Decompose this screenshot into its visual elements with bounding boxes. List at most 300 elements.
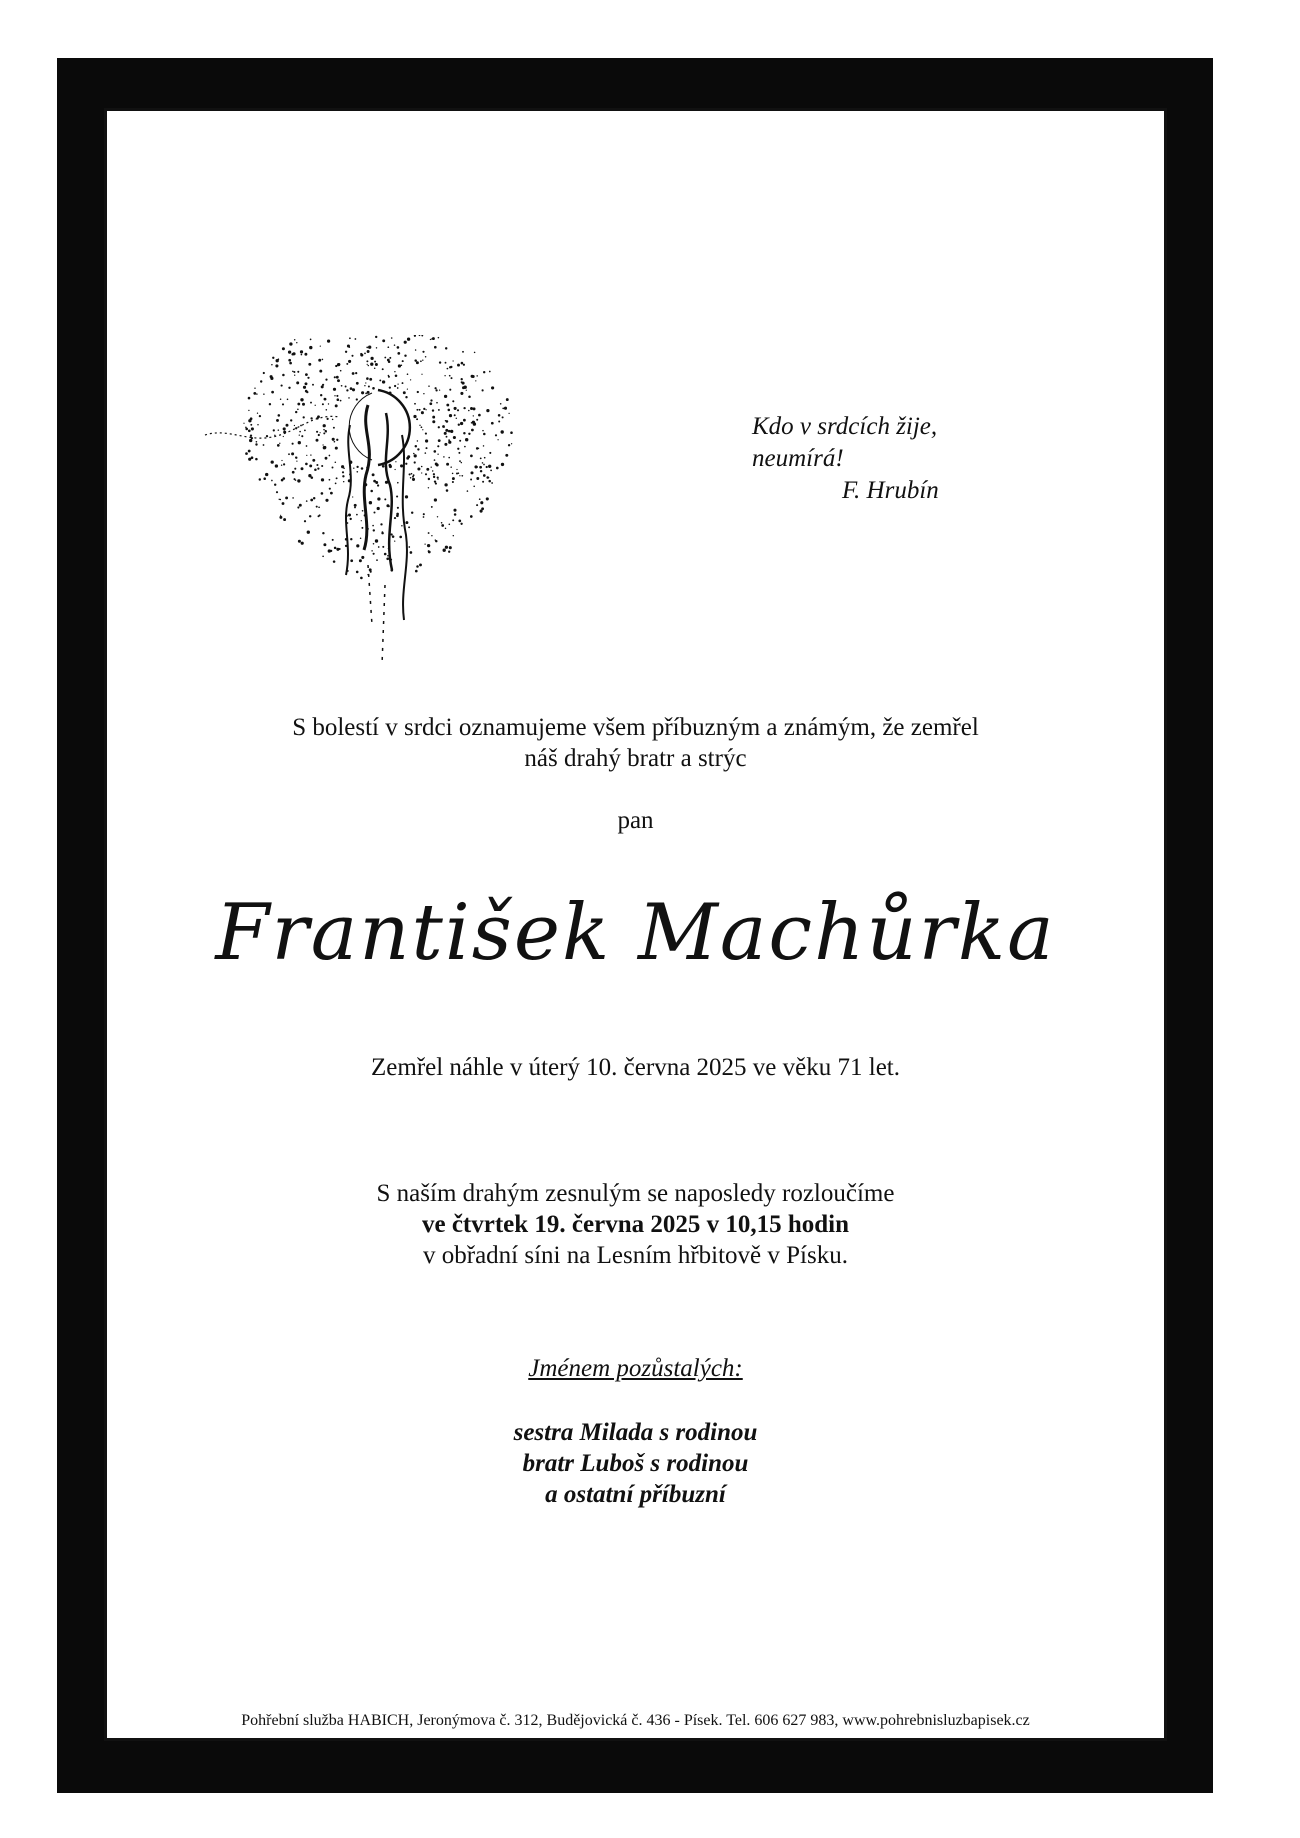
stipple-dot (366, 347, 368, 349)
stipple-dot (332, 467, 334, 469)
stipple-dot (294, 425, 295, 426)
stipple-dot (289, 342, 292, 345)
stipple-dot (430, 399, 432, 401)
stipple-dot (458, 520, 461, 523)
stipple-dot (502, 416, 504, 418)
stipple-dot (416, 565, 419, 568)
bereaved-name: bratr Luboš s rodinou (522, 1450, 749, 1477)
stipple-dot (480, 501, 483, 504)
stipple-dot (457, 409, 459, 411)
stipple-dot (369, 501, 372, 504)
stipple-dot (322, 444, 323, 445)
stipple-dot (335, 483, 337, 485)
stipple-dot (476, 466, 478, 468)
stipple-dot (453, 436, 456, 439)
stipple-dot (256, 441, 258, 443)
stipple-dot (287, 399, 289, 401)
stipple-dot (263, 372, 265, 374)
stipple-dot (288, 359, 291, 362)
stipple-dot (422, 351, 424, 353)
stipple-dot (280, 515, 281, 516)
stipple-dot (483, 445, 485, 447)
stipple-dot (452, 400, 454, 402)
stipple-dot (410, 379, 411, 380)
stipple-dot (483, 433, 486, 436)
stipple-dot (408, 546, 410, 548)
stipple-dot (304, 353, 307, 356)
stipple-dot (300, 398, 303, 401)
stipple-dot (501, 431, 503, 433)
stipple-dot (318, 506, 320, 508)
stipple-dot (361, 556, 364, 559)
stipple-dot (488, 477, 489, 478)
stipple-dot (316, 506, 318, 508)
stipple-dot (250, 435, 252, 437)
stipple-dot (479, 466, 482, 469)
stipple-dot (480, 470, 482, 472)
stipple-dot (428, 532, 430, 534)
stipple-dot (432, 470, 433, 471)
stipple-dot (458, 424, 460, 426)
intro-line: náš drahý bratr a strýc (524, 745, 747, 772)
stipple-dot (405, 463, 407, 465)
stipple-dot (417, 391, 419, 393)
stipple-dot (356, 471, 358, 473)
stipple-dot (370, 363, 373, 366)
stipple-dot (425, 447, 427, 449)
stipple-dot (297, 479, 300, 482)
stipple-dot (323, 424, 326, 427)
stipple-dot (250, 424, 252, 426)
stipple-dot (305, 383, 306, 384)
stipple-dot (378, 546, 380, 548)
stipple-dot (471, 429, 474, 432)
stipple-dot (275, 364, 278, 367)
stipple-dot (488, 465, 491, 468)
stipple-dot (359, 559, 362, 562)
stipple-dot (340, 400, 342, 402)
stipple-dot (483, 464, 485, 466)
announcement-intro (104, 712, 1167, 774)
stipple-dot (460, 392, 463, 395)
stipple-dot (348, 513, 351, 516)
stipple-dot (468, 410, 470, 412)
stipple-dot (271, 391, 274, 394)
farewell-details (104, 1178, 1167, 1271)
stipple-dot (384, 357, 386, 359)
intro-line: S bolestí v srdci oznamujeme všem příbuzným a známým, že zemřel (292, 714, 979, 741)
stipple-dot (468, 396, 471, 399)
stipple-dot (315, 405, 316, 406)
stipple-dot (280, 399, 281, 400)
stipple-dot (257, 424, 258, 425)
stipple-dot (343, 468, 345, 470)
stipple-dot (387, 555, 389, 557)
stipple-dot (470, 471, 473, 474)
stipple-dot (292, 443, 294, 445)
stipple-dot (312, 459, 315, 462)
stipple-dot (449, 414, 452, 417)
stipple-dot (368, 346, 371, 349)
death-notice: Zemřel náhle v úterý 10. června 2025 ve věku 71 let. (371, 1054, 900, 1081)
stipple-dot (279, 443, 280, 444)
stipple-dot (292, 352, 295, 355)
stipple-dot (306, 500, 308, 502)
stipple-dot (482, 430, 484, 432)
stipple-dot (387, 359, 390, 362)
stipple-dot (435, 539, 436, 540)
stipple-dot (277, 444, 280, 447)
stipple-dot (497, 439, 498, 440)
stipple-dot (309, 515, 311, 517)
stipple-dot (461, 362, 464, 365)
stipple-dot (307, 531, 310, 534)
stipple-dot (248, 419, 251, 422)
stipple-dot (255, 443, 257, 445)
stipple-dot (495, 434, 497, 436)
stipple-dot (288, 350, 291, 353)
stipple-dot (322, 359, 324, 361)
stipple-dot (376, 347, 377, 348)
stipple-dot (248, 397, 251, 400)
stipple-dot (335, 462, 337, 464)
stipple-dot (407, 455, 410, 458)
stipple-dot (407, 373, 409, 375)
stipple-dot (452, 481, 454, 483)
stipple-dot (253, 392, 256, 395)
honorific: pan (617, 807, 654, 834)
stipple-dot (320, 432, 321, 433)
stipple-dot (389, 465, 392, 468)
stipple-dot (342, 475, 344, 477)
stipple-dot (343, 481, 344, 482)
stipple-dot (283, 518, 286, 521)
stipple-dot (300, 425, 302, 427)
stipple-dot (444, 443, 447, 446)
stipple-dot (328, 403, 329, 404)
stipple-dot (394, 540, 395, 541)
stipple-dot (306, 391, 308, 393)
stipple-dot (394, 517, 396, 519)
stipple-dot (458, 452, 460, 454)
stipple-dot (456, 418, 457, 419)
stipple-dot (374, 368, 376, 370)
stipple-dot (449, 366, 451, 368)
stipple-dot (296, 342, 297, 343)
stipple-dot (398, 364, 401, 367)
stipple-dot (254, 387, 255, 388)
stipple-dot (321, 478, 324, 481)
stipple-dot (335, 404, 338, 407)
stipple-dot (291, 452, 294, 455)
stipple-dot (330, 492, 333, 495)
stipple-dot (373, 543, 375, 545)
stipple-dot (336, 439, 338, 441)
stipple-dot (505, 454, 508, 457)
stipple-dot (438, 409, 440, 411)
stipple-dot (386, 557, 389, 560)
stipple-dot (323, 432, 325, 434)
stipple-dot (361, 520, 362, 521)
stipple-dot (307, 377, 309, 379)
stipple-dot (281, 464, 282, 465)
stipple-dot (260, 380, 262, 382)
stipple-dot (435, 463, 438, 466)
stipple-dot (470, 515, 473, 518)
stipple-dot (389, 386, 391, 388)
stipple-dot (406, 396, 407, 397)
stipple-dot (282, 403, 284, 405)
stipple-dot (450, 430, 453, 433)
stipple-dot (478, 448, 479, 449)
stipple-dot (367, 350, 370, 353)
stipple-dot (354, 504, 357, 507)
stipple-dot (414, 335, 416, 337)
stipple-dot (369, 568, 372, 571)
stipple-dot (439, 389, 440, 390)
stipple-dot (263, 444, 265, 446)
stipple-dot (368, 365, 369, 366)
stipple-dot (329, 455, 331, 457)
stipple-dot (360, 538, 362, 540)
stipple-dot (414, 403, 416, 405)
farewell-datetime: ve čtvrtek 19. června 2025 v 10,15 hodin (421, 1211, 850, 1238)
stipple-dot (444, 395, 447, 398)
stipple-dot (286, 424, 289, 427)
stipple-dot (316, 464, 318, 466)
stipple-dot (372, 473, 375, 476)
stipple-dot (355, 338, 357, 340)
stipple-dot (457, 364, 460, 367)
stipple-dot (446, 404, 449, 407)
stipple-dot (405, 521, 408, 524)
stipple-dot (265, 473, 268, 476)
stipple-dot (434, 498, 437, 501)
stipple-dot (266, 435, 268, 437)
stipple-dot (348, 397, 350, 399)
stipple-dot (476, 375, 478, 377)
stipple-dot (360, 577, 363, 580)
stipple-dot (443, 427, 444, 428)
stipple-dot (452, 477, 455, 480)
stipple-dot (395, 375, 398, 378)
stipple-dot (410, 551, 413, 554)
stipple-dot (336, 477, 338, 479)
stipple-dot (476, 477, 479, 480)
stipple-dot (481, 507, 484, 510)
stipple-dot (299, 434, 300, 435)
stipple-dot (436, 402, 438, 404)
stipple-dot (248, 450, 251, 453)
stipple-dot (454, 407, 457, 410)
stipple-dot (318, 434, 320, 436)
stipple-dot (356, 571, 359, 574)
stipple-dot (452, 473, 454, 475)
stipple-dot (421, 426, 423, 428)
stipple-dot (474, 352, 476, 354)
stipple-dot (326, 418, 328, 420)
stipple-dot (443, 549, 446, 552)
stipple-dot (419, 425, 420, 426)
stipple-dot (400, 464, 403, 467)
stipple-dot (248, 429, 251, 432)
deceased-name: František Machůrka (215, 888, 1056, 978)
stipple-dot (438, 439, 441, 442)
stipple-dot (482, 389, 484, 391)
stipple-dot (295, 427, 297, 429)
stipple-dot (325, 499, 328, 502)
stipple-dot (388, 505, 390, 507)
stipple-dot (488, 480, 491, 483)
stipple-dot (356, 544, 359, 547)
stipple-dot (295, 479, 297, 481)
stipple-dot (333, 560, 336, 563)
stipple-dot (325, 379, 327, 381)
stipple-dot (297, 371, 299, 373)
stipple-dot (353, 468, 354, 469)
stipple-dot (407, 338, 410, 341)
stipple-dot (245, 452, 248, 455)
stipple-dot (433, 476, 435, 478)
stipple-dot (346, 389, 348, 391)
quote-author: F. Hrubín (842, 477, 939, 504)
stipple-dot (374, 361, 376, 363)
stipple-dot (320, 394, 322, 396)
stipple-dot (318, 515, 320, 517)
stipple-dot (295, 456, 297, 458)
stipple-dot (350, 538, 352, 540)
stipple-dot (461, 462, 462, 463)
stipple-dot (356, 382, 359, 385)
stipple-dot (428, 478, 430, 480)
stipple-dot (454, 513, 457, 516)
stipple-dot (441, 524, 444, 527)
stipple-dot (356, 466, 358, 468)
stipple-dot (459, 460, 461, 462)
stipple-dot (415, 445, 417, 447)
stipple-dot (424, 543, 425, 544)
stipple-dot (404, 341, 407, 344)
quote-line: neumírá! (752, 445, 844, 472)
stipple-dot (297, 506, 299, 508)
stipple-dot (278, 429, 280, 431)
stipple-dot (399, 536, 402, 539)
stipple-dot (413, 415, 416, 418)
stipple-dot (360, 353, 362, 355)
stipple-dot (460, 523, 462, 525)
stipple-dot (382, 368, 384, 370)
stipple-dot (329, 479, 331, 481)
stipple-dot (318, 359, 321, 362)
stipple-dot (416, 409, 418, 411)
stipple-dot (309, 346, 312, 349)
stipple-dot (384, 498, 386, 500)
stipple-dot (490, 470, 492, 472)
stipple-dot (448, 441, 451, 444)
stipple-dot (312, 384, 314, 386)
stipple-dot (454, 414, 456, 416)
stipple-dot (416, 361, 419, 364)
stipple-dot (419, 563, 422, 566)
stipple-dot (371, 550, 372, 551)
stipple-dot (447, 368, 449, 370)
stipple-dot (402, 382, 404, 384)
stipple-dot (322, 555, 324, 557)
stipple-dot (388, 375, 390, 377)
stipple-dot (282, 347, 285, 350)
stipple-dot (270, 375, 273, 378)
bereaved-list (104, 1417, 1167, 1510)
stipple-dot (478, 414, 481, 417)
stipple-dot (394, 371, 395, 372)
stipple-dot (408, 526, 410, 528)
stipple-dot (437, 516, 438, 517)
stipple-dot (462, 351, 464, 353)
stipple-dot (336, 395, 338, 397)
stipple-dot (347, 345, 350, 348)
stipple-dot (293, 371, 295, 373)
stipple-dot (449, 389, 451, 391)
stipple-dot (449, 546, 452, 549)
stipple-dot (435, 389, 437, 391)
stipple-dot (397, 352, 400, 355)
stipple-dot (423, 393, 424, 394)
stipple-dot (423, 516, 425, 518)
stipple-dot (472, 375, 475, 378)
stipple-dot (285, 496, 288, 499)
stipple-dot (334, 395, 335, 396)
farewell-location: v obřadní síni na Lesním hřbitově v Písku. (423, 1242, 848, 1269)
stipple-dot (352, 388, 355, 391)
stipple-dot (432, 337, 435, 340)
stipple-dot (332, 539, 334, 541)
stipple-dot (375, 539, 378, 542)
stipple-dot (410, 477, 412, 479)
stipple-dot (382, 339, 385, 342)
stipple-dot (452, 519, 454, 521)
stipple-dot (303, 386, 306, 389)
stipple-dot (373, 553, 375, 555)
stipple-dot (508, 413, 509, 414)
stipple-dot (334, 441, 336, 443)
stipple-dot (417, 448, 419, 450)
stipple-dot (377, 507, 380, 510)
stipple-dot (384, 553, 387, 556)
stipple-dot (316, 431, 318, 433)
stipple-dot (299, 431, 301, 433)
stipple-dot (325, 457, 328, 460)
stipple-dot (486, 466, 488, 468)
stipple-dot (397, 383, 398, 384)
stipple-dot (276, 359, 279, 362)
stipple-dot (445, 362, 447, 364)
stipple-dot (310, 499, 313, 502)
stipple-dot (338, 363, 340, 365)
stipple-dot (415, 349, 417, 351)
stipple-dot (350, 387, 353, 390)
stipple-dot (415, 570, 418, 573)
stipple-dot (380, 523, 382, 525)
stipple-dot (278, 414, 281, 417)
stipple-dot (288, 387, 290, 389)
stipple-dot (324, 398, 326, 400)
stipple-dot (472, 407, 475, 410)
stipple-dot (348, 360, 351, 363)
stipple-dot (475, 380, 476, 381)
stipple-dot (397, 387, 399, 389)
stipple-dot (321, 465, 323, 467)
stipple-dot (365, 382, 366, 383)
